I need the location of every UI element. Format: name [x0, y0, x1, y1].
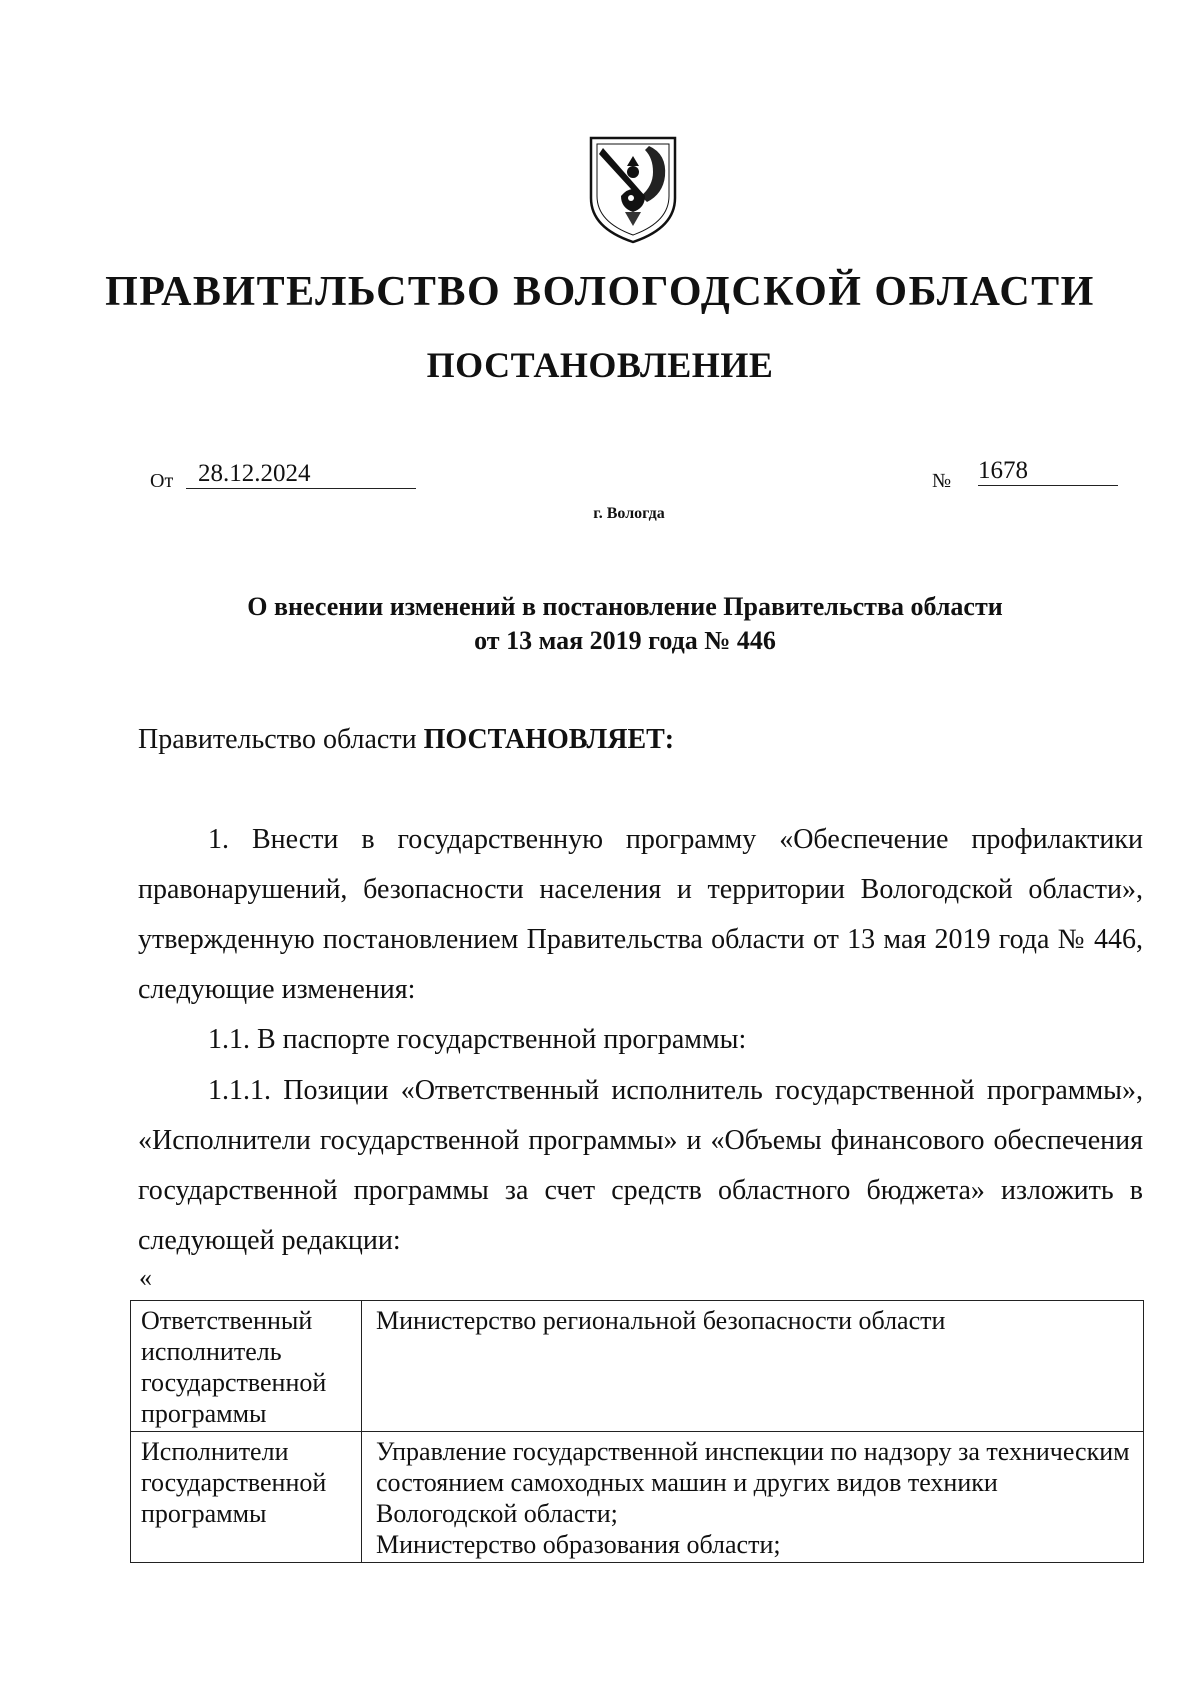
row-key: Исполнители государственной программы	[131, 1432, 362, 1563]
value-line: Управление государственной инспекции по надзору за техническим состоянием самоходных машин и других видов техники Вологодской области;	[376, 1437, 1130, 1528]
value-line: Министерство образования области;	[376, 1530, 781, 1559]
organization-title: ПРАВИТЕЛЬСТВО ВОЛОГОДСКОЙ ОБЛАСТИ	[105, 269, 1095, 315]
paragraph-3-block	[138, 1066, 1143, 1266]
paragraph-2: 1.1. В паспорте государственной программы:	[208, 1024, 747, 1055]
paragraph-2-block	[138, 1015, 1143, 1065]
decree-verb: ПОСТАНОВЛЯЕТ:	[423, 724, 675, 755]
date-prefix: От	[150, 470, 174, 492]
city: г. Вологда	[593, 505, 665, 522]
row-key: Ответственный исполнитель государственной программы	[131, 1301, 362, 1432]
program-passport-table	[130, 1300, 1144, 1563]
date-value: 28.12.2024	[186, 460, 416, 489]
paragraph-1: 1. Внести в государственную программу «Обеспечение профилактики правонарушений, безопасности населения и территории Вологодской области», утвержденную постановлением Правительства области от 13 мая 2019 года № 446, следующие изменения:	[138, 824, 1143, 1005]
decree-lead: Правительство области	[138, 724, 417, 755]
date-field	[150, 460, 311, 493]
paragraph-1-block	[138, 815, 1143, 1015]
number-prefix: №	[932, 470, 952, 492]
row-value	[362, 1432, 1144, 1563]
value-line: Министерство региональной безопасности области	[376, 1306, 946, 1335]
number-field	[932, 457, 1028, 493]
subject-line-1: О внесении изменений в постановление Правительства области	[247, 592, 1003, 621]
document-subject	[0, 590, 1200, 658]
vologda-coat-of-arms-icon	[587, 136, 679, 246]
document-type: ПОСТАНОВЛЕНИЕ	[426, 345, 774, 385]
opening-quote: «	[139, 1263, 152, 1292]
table-row	[131, 1301, 1144, 1432]
number-value: 1678	[978, 457, 1118, 486]
decree-line	[138, 724, 674, 756]
subject-line-2: от 13 мая 2019 года № 446	[474, 626, 776, 655]
paragraph-3: 1.1.1. Позиции «Ответственный исполнитель государственной программы», «Исполнители государственной программы» и «Объемы финансового обеспечения государственной программы за счет средств областного бюджета» изложить в следующей редакции:	[138, 1075, 1143, 1256]
row-value	[362, 1301, 1144, 1432]
table-row	[131, 1432, 1144, 1563]
